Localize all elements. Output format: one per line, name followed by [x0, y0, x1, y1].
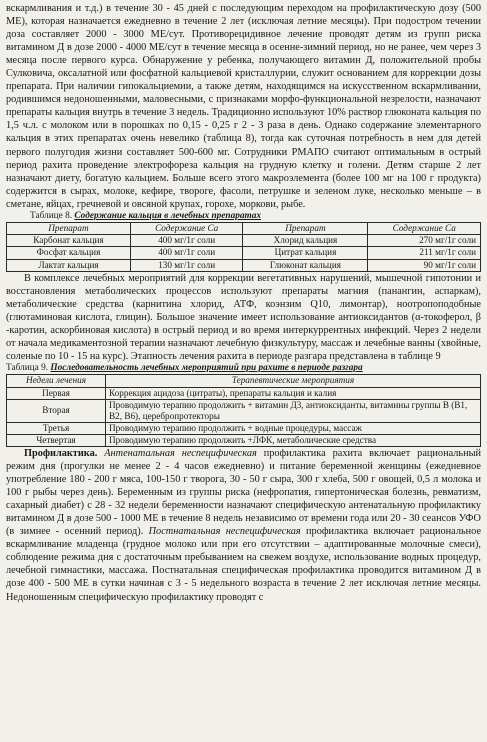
table-cell: 270 мг/1г соли	[368, 235, 481, 247]
prophylaxis-text-2: профилактика включает рациональное вскармливание младенца (грудное молоко или при его отсутствии – адаптированные молочные смеси), соблюдение режима дня с достаточным пребыванием на свежем воздухе, использование водных процедур, лечебной гимнастики, массажа. Постнатальная специфическая профилактика проводится витамином Д в дозе 400 - 500 МЕ в сутки начиная с 3 - 5 недельного возраста в течение 2 лет исключая летние месяцы. Недоношенным специфическую профилактику проводят с	[6, 526, 482, 603]
table-cell: 400 мг/1г соли	[130, 235, 242, 247]
prophylaxis-text-1: профилактика рахита включает рациональный режим дня (прогулки не менее 2 - 4 часов ежедневно) и питание беременной женщины (ежедневное употребление 180 - 200 г мяса, 100-150 г творога, 30 - 50 г сыра, 300 г хлеба, 500 г овощей, 0,5 л молока и 100 г рыбы через день). Беременным из группы риска (нефропатия, гипертоническая болезнь, ревматизм, сахарный диабет) с 28 - 32 недели беременности назначают специфическую антенатальную профилактику витамином Д в дозе 500 - 1000 МЕ в течение 8 недель независимо от времени года или 20 - 30 сеансов УФО (в зимнее - осенний период).	[6, 448, 482, 538]
table-cell: Хлорид кальция	[243, 235, 368, 247]
table-row	[7, 247, 481, 259]
table9-header-row	[7, 375, 481, 387]
paragraph-complex-therapy: В комплексе лечебных мероприятий для коррекции вегетативных нарушений, мышечной гипотонии и восстановления метаболических процессов используют препараты магния (панангин, аспаркам), метаболические средства (карнитина хлорид, АТФ, коэнзим Q10, лимонтар), ноотропоподобные (глютаминовая кислота, глицин). Большое значение имеет использование антиоксидантов (α-токоферол, β -каротин, аскорбиновая кислота) в острый период и во время интеркуррентных инфекций. Через 2 недели от начала медикаментозной терапии назначают лечебную физкультуру, массаж и лечебные ванны (хвойные, соленые по 10 - 15 на курс). Этапность лечения рахита в периоде разгара представлена в таблице 9	[6, 272, 481, 362]
table-row	[7, 399, 481, 422]
table-row	[7, 387, 481, 399]
table9-label: Таблица 9.	[6, 362, 49, 373]
table-cell: Глюконат кальция	[243, 259, 368, 271]
postnatal-lead: Постнатальная неспецифическая	[148, 526, 301, 538]
table8-header-row	[7, 223, 481, 235]
paragraph-prophylaxis	[6, 447, 481, 604]
table8-label: Таблице 8.	[30, 210, 73, 221]
table-cell: 400 мг/1г соли	[130, 247, 242, 259]
table9-caption	[6, 363, 481, 375]
antenatal-lead: Антенатальная неспецифическая	[104, 448, 257, 460]
table8-header: Препарат	[243, 223, 368, 235]
table-cell: Проводимую терапию продолжить +ЛФК, метаболические средства	[106, 434, 481, 446]
prophylaxis-heading: Профилактика.	[24, 448, 98, 460]
table-row	[7, 434, 481, 446]
table-row	[7, 422, 481, 434]
table-cell: Карбонат кальция	[7, 235, 131, 247]
paragraph-treatment: вскармливания и т.д.) в течение 30 - 45 дней с последующим переходом на профилактическую дозу (500 МЕ), которая назначается ежедневно в течение 2 лет (исключая летние месяцы). При подостром течении доза составляет 2000 - 3000 МЕ/сут. Противорецидивное лечение проводят детям из групп риска витамином Д в дозе 2000 - 4000 МЕ/сут в течение месяца в осенне-зимний период, но не ранее, чем через 3 месяца после первого курса. Обнаружение у ребенка, получающего витамин Д, положительной пробы Сулковича, оксалатной или фосфатной кальциевой кристаллурии, служит основанием для коррекции дозы препарата. При наличии гипокальциемии, а также детям, находящимся на искусственном вскармливании, родившимся недоношенными, маловесными, с признаками морфо-функциональной незрелости, назначают препараты кальция внутрь в течение 3 недель. Традиционно используют 10% раствор глюконата кальция по 1,5 ч.л. с молоком или в порошках по 0,15 - 0,25 г 2 - 3 раза в день. Однако содержание элементарного кальция в этих препаратах очень невелико (таблица 8), тогда как суточная потребность в нем для детей первого полугодия жизни составляет 500-600 мг. Сотрудники РМАПО считают оптимальным в острый период рахита проведение электрофореза кальция на грудную клетку и голени. Детям старше 2 лет назначают диету, богатую кальцием. Больше всего этого макроэлемента (более 100 мг на 100 г продукта) содержится в сырах, молоке, кефире, твороге, фасоли, петрушке и зеленом луке, несколько меньше – в сметане, яйцах, гречневой и овсяной крупах, горохе, моркови, рыбе.	[6, 3, 481, 210]
table-cell: Проводимую терапию продолжить + водные процедуры, массаж	[106, 422, 481, 434]
table-row	[7, 235, 481, 247]
table-cell: Третья	[7, 422, 106, 434]
table-cell: 130 мг/1г соли	[130, 259, 242, 271]
calcium-content-table	[6, 222, 481, 271]
table8-caption	[30, 211, 481, 223]
table9-title: Последовательность лечебных мероприятий при рахите в периоде разгара	[50, 362, 363, 373]
table-cell: Фосфат кальция	[7, 247, 131, 259]
table-cell: Вторая	[7, 399, 106, 422]
table8-title: Содержание кальция в лечебных препаратах	[74, 210, 262, 221]
table-cell: Цитрат кальция	[243, 247, 368, 259]
table-cell: Проводимую терапию продолжить + витамин Д3, антиоксиданты, витамины группы В (В1, В2, В6), церебропротекторы	[106, 399, 481, 422]
table9-header: Недели лечения	[7, 375, 106, 387]
table-cell: 211 мг/1г соли	[368, 247, 481, 259]
table-row	[7, 259, 481, 271]
treatment-stages-table	[6, 374, 481, 447]
table-cell: Первая	[7, 387, 106, 399]
table-cell: Четвертая	[7, 434, 106, 446]
table-cell: Коррекция ацидоза (цитраты), препараты кальция и калия	[106, 387, 481, 399]
table8-header: Содержание Са	[130, 223, 242, 235]
table8-header: Содержание Са	[368, 223, 481, 235]
table-cell: Лактат кальция	[7, 259, 131, 271]
table8-header: Препарат	[7, 223, 131, 235]
table9-header: Терапевтические мероприятия	[106, 375, 481, 387]
table-cell: 90 мг/1г соли	[368, 259, 481, 271]
